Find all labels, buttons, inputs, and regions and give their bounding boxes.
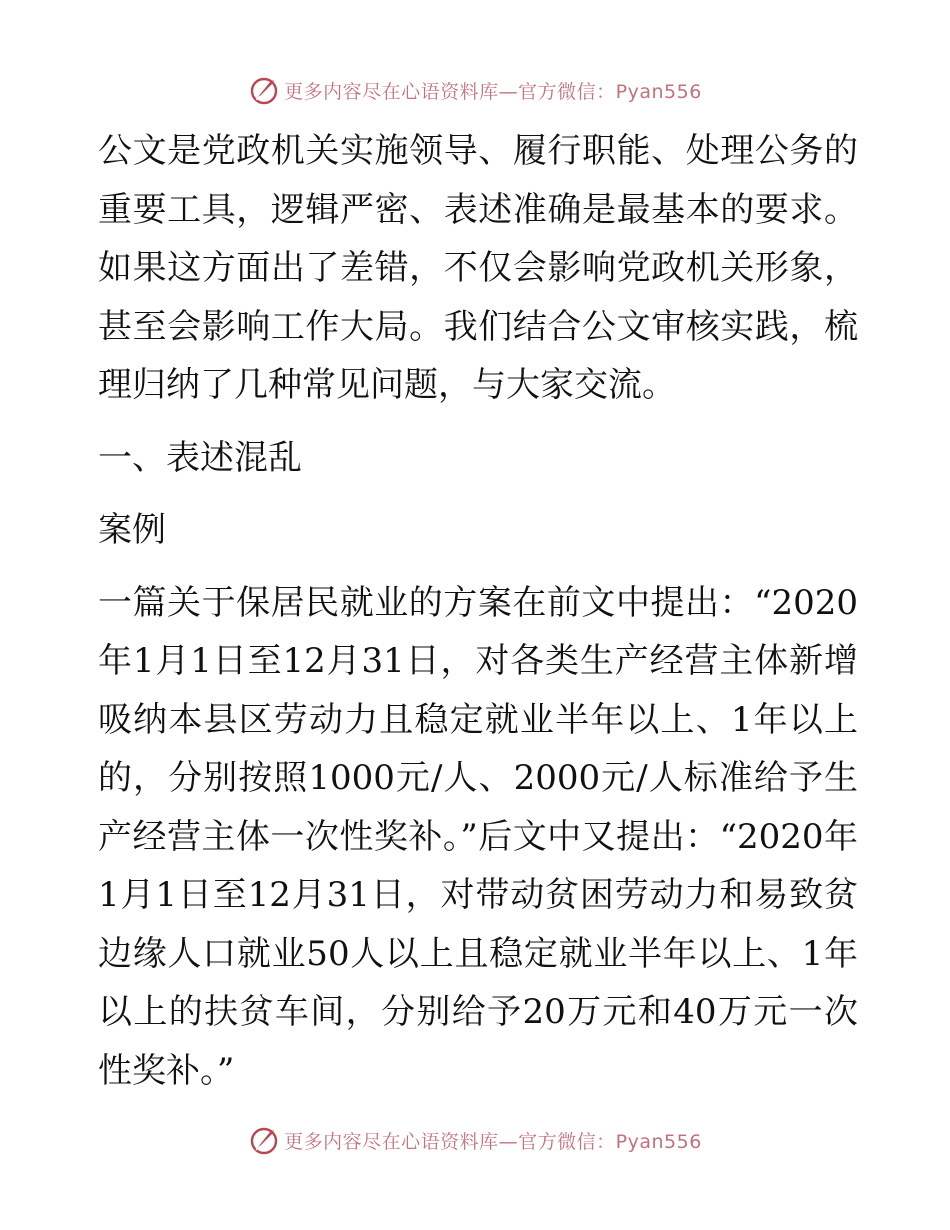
quill-logo-icon — [248, 1124, 280, 1156]
header-watermark-banner — [0, 70, 950, 110]
intro-paragraph: 公文是党政机关实施领导、履行职能、处理公务的重要工具，逻辑严密、表述准确是最基本的要求。如果这方面出了差错，不仅会影响党政机关形象，甚至会影响工作大局。我们结合公文审核实践，梳理归纳了几种常见问题，与大家交流。 — [98, 131, 858, 405]
section-heading: 一、表述混乱 — [98, 437, 302, 478]
quill-logo-icon — [248, 74, 280, 106]
case-label: 案例 — [98, 510, 166, 550]
document-body — [98, 122, 858, 1100]
watermark-text: 更多内容尽在心语资料库—官方微信：Pyan556 — [284, 80, 702, 103]
watermark-text: 更多内容尽在心语资料库—官方微信：Pyan556 — [284, 1130, 702, 1153]
case-paragraph: 一篇关于保居民就业的方案在前文中提出：“2020年1月1日至12月31日，对各类生产经营主体新增吸纳本县区劳动力且稳定就业半年以上、1年以上的，分别按照1000元/人、2000元/人标准给予生产经营主体一次性奖补。”后文中又提出：“2020年1月1日至12月31日，对带动贫困劳动力和易致贫边缘人口就业50人以上且稳定就业半年以上、1年以上的扶贫车间，分别给予20万元和40万元一次性奖补。” — [98, 582, 858, 1091]
footer-watermark-banner — [0, 1120, 950, 1160]
